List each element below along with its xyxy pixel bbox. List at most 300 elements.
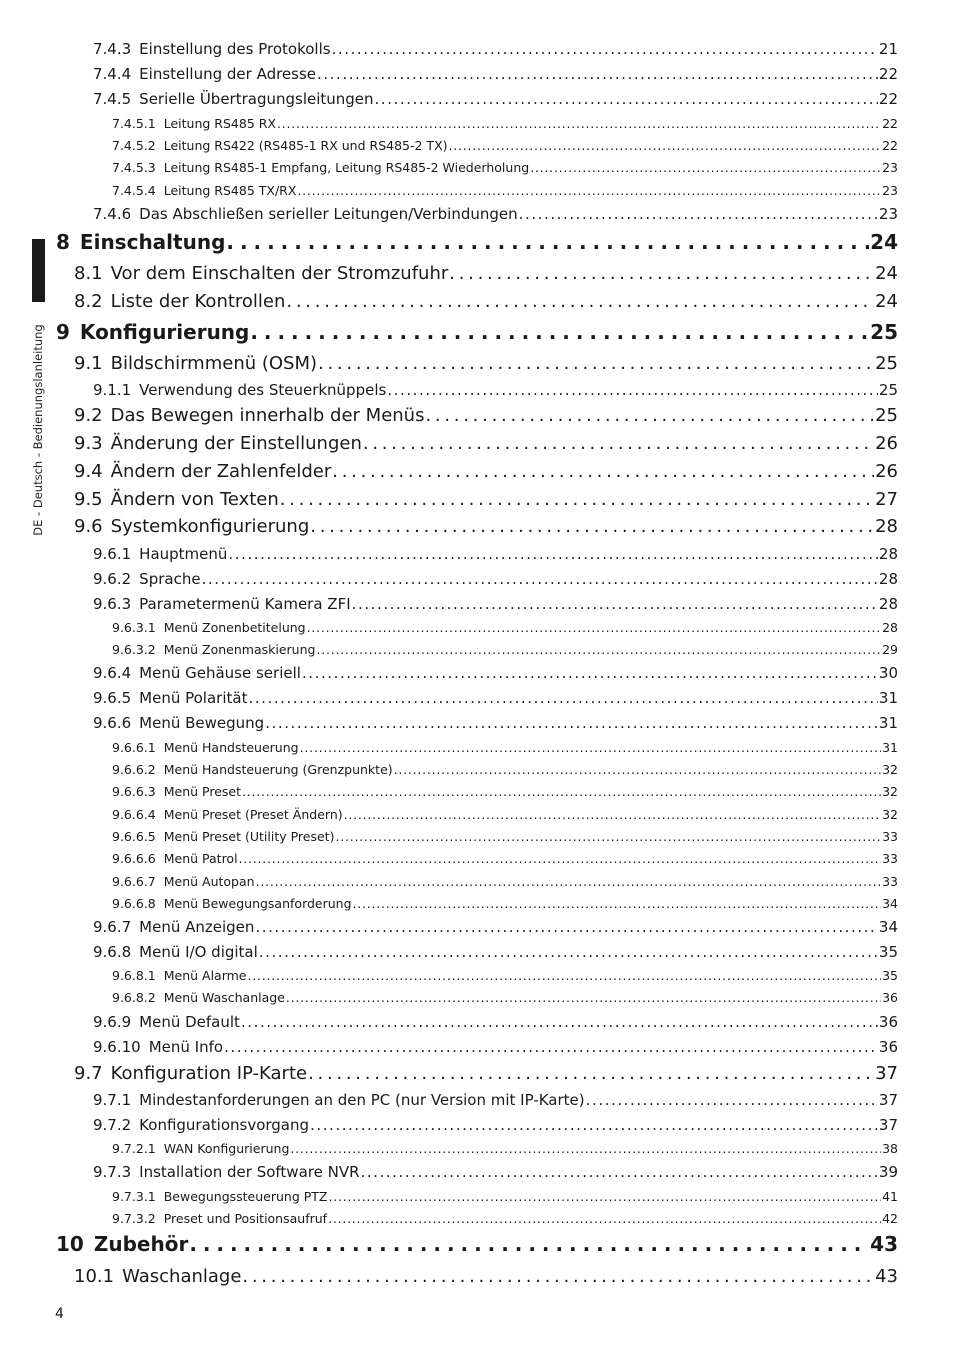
toc-entry-number: 9.4 <box>74 460 103 482</box>
dot-leader <box>248 968 882 983</box>
toc-entry-number: 9.6 <box>74 515 103 537</box>
toc-entry-title: Systemkonfigurierung <box>110 515 310 537</box>
toc-entry-number: 9.7 <box>74 1062 103 1084</box>
toc-entry-label <box>93 689 247 707</box>
dot-leader <box>316 642 881 657</box>
toc-entry-page: 21 <box>878 40 898 58</box>
dot-leader <box>297 183 881 198</box>
dot-leader <box>224 1038 878 1056</box>
toc-entry[interactable] <box>93 1091 898 1109</box>
toc-entry-label <box>93 1013 240 1031</box>
dot-leader <box>335 829 881 844</box>
toc-entry[interactable] <box>74 353 898 374</box>
toc-entry[interactable] <box>112 896 898 911</box>
toc-entry-number: 9.6.1 <box>93 545 132 563</box>
toc-entry-label <box>112 990 285 1005</box>
toc-entry-number: 9.6.6.1 <box>112 740 156 755</box>
toc-entry-label <box>56 230 225 254</box>
toc-entry-label <box>112 829 334 844</box>
toc-entry-title: Einschaltung <box>79 230 226 254</box>
toc-entry-number: 9.6.3 <box>93 595 132 613</box>
toc-entry-page: 36 <box>878 1013 898 1031</box>
dot-leader <box>248 689 877 707</box>
dot-leader <box>332 40 878 58</box>
dot-leader <box>318 353 874 374</box>
toc-entry-title: Das Abschließen serieller Leitungen/Verbindungen <box>139 205 518 223</box>
toc-entry-number: 7.4.5.1 <box>112 116 156 131</box>
toc-entry-number: 7.4.5 <box>93 90 132 108</box>
toc-entry-number: 7.4.3 <box>93 40 132 58</box>
toc-entry-label <box>74 1266 241 1287</box>
toc-entry-number: 9.5 <box>74 488 103 510</box>
toc-entry-number: 9.7.3.2 <box>112 1211 156 1226</box>
toc-entry-number: 9.6.3.1 <box>112 620 156 635</box>
toc-entry[interactable] <box>112 874 898 889</box>
toc-entry[interactable] <box>93 65 898 83</box>
toc-entry-label <box>74 291 285 312</box>
toc-entry-number: 7.4.4 <box>93 65 132 83</box>
toc-entry[interactable] <box>93 918 898 936</box>
toc-entry[interactable] <box>93 90 898 108</box>
toc-entry-label <box>93 381 386 399</box>
toc-entry[interactable] <box>112 160 898 175</box>
toc-entry-page: 24 <box>875 262 898 284</box>
toc-entry-page: 33 <box>882 874 898 889</box>
toc-entry-title: Menü Info <box>148 1038 224 1056</box>
toc-entry[interactable] <box>93 381 898 399</box>
dot-leader <box>310 1116 878 1134</box>
toc-entry-page: 29 <box>882 642 898 657</box>
toc-entry[interactable] <box>74 291 898 312</box>
dot-leader <box>586 1091 878 1109</box>
toc-entry-label <box>74 1063 307 1084</box>
toc-entry-title: Menü Polarität <box>139 689 248 707</box>
toc-entry[interactable] <box>112 1211 898 1226</box>
toc-entry-number: 7.4.5.3 <box>112 160 156 175</box>
toc-entry[interactable] <box>112 642 898 657</box>
toc-entry-label <box>93 664 301 682</box>
toc-entry-number: 10 <box>56 1232 84 1256</box>
toc-entry-page: 30 <box>878 664 898 682</box>
toc-entry-number: 9.1 <box>74 352 103 374</box>
toc-entry-title: Ändern von Texten <box>110 488 279 510</box>
toc-entry-number: 9.7.3 <box>93 1163 132 1181</box>
toc-entry-number: 9.6.5 <box>93 689 132 707</box>
toc-entry[interactable] <box>112 784 898 799</box>
toc-entry-label <box>74 263 448 284</box>
toc-entry-page: 28 <box>878 570 898 588</box>
toc-entry-number: 9.6.6.8 <box>112 896 156 911</box>
toc-entry-label <box>93 1163 360 1181</box>
toc-entry-page: 31 <box>878 714 898 732</box>
toc-entry-title: Menü Gehäuse seriell <box>139 664 301 682</box>
toc-entry-title: Änderung der Einstellungen <box>110 432 362 454</box>
toc-entry-label <box>93 90 374 108</box>
toc-entry-title: Leitung RS485 RX <box>163 116 276 131</box>
toc-entry[interactable] <box>93 664 898 682</box>
toc-entry[interactable] <box>93 689 898 707</box>
toc-entry[interactable] <box>93 714 898 732</box>
toc-entry-page: 23 <box>882 183 898 198</box>
dot-leader <box>255 918 877 936</box>
toc-entry-page: 32 <box>882 807 898 822</box>
dot-leader <box>286 990 881 1005</box>
toc-entry-number: 9.6.6.5 <box>112 829 156 844</box>
dot-leader <box>352 595 878 613</box>
dot-leader <box>361 1163 878 1181</box>
toc-entry-number: 8.2 <box>74 290 103 312</box>
toc-entry-number: 7.4.6 <box>93 205 132 223</box>
toc-entry-title: Leitung RS485-1 Empfang, Leitung RS485-2 Wiederholung <box>163 160 530 175</box>
toc-entry[interactable] <box>112 116 898 131</box>
toc-entry-label <box>93 714 264 732</box>
toc-entry-number: 9.6.10 <box>93 1038 141 1056</box>
toc-entry-title: Menü Bewegungsanforderung <box>163 896 352 911</box>
toc-entry[interactable] <box>93 545 898 563</box>
toc-entry-page: 34 <box>882 896 898 911</box>
dot-leader <box>375 90 878 108</box>
dot-leader <box>302 664 878 682</box>
toc-entry-number: 9 <box>56 320 70 344</box>
dot-leader <box>250 320 869 344</box>
toc-entry-title: Hauptmenü <box>139 545 228 563</box>
toc-entry-title: Menü Patrol <box>163 851 238 866</box>
toc-entry[interactable] <box>93 1038 898 1056</box>
toc-entry-label <box>112 968 247 983</box>
toc-entry-page: 31 <box>878 689 898 707</box>
dot-leader <box>241 1013 878 1031</box>
toc-entry-title: Parametermenü Kamera ZFI <box>139 595 351 613</box>
toc-entry-page: 33 <box>882 829 898 844</box>
toc-entry-title: Menü Bewegung <box>139 714 265 732</box>
toc-entry-title: Leitung RS422 (RS485-1 RX und RS485-2 TX) <box>163 138 448 153</box>
toc-entry[interactable] <box>112 968 898 983</box>
toc-entry-label <box>112 138 448 153</box>
toc-entry-title: Menü Handsteuerung <box>163 740 299 755</box>
toc-entry-number: 9.6.6.6 <box>112 851 156 866</box>
toc-entry[interactable] <box>112 1189 898 1204</box>
page-number: 4 <box>55 1306 64 1322</box>
toc-entry-title: Menü Default <box>139 1013 240 1031</box>
dot-leader <box>239 851 882 866</box>
toc-entry-title: Menü Zonenmaskierung <box>163 642 316 657</box>
toc-entry-number: 7.4.5.4 <box>112 183 156 198</box>
toc-entry-title: Preset und Positionsaufruf <box>163 1211 328 1226</box>
toc-entry-page: 38 <box>882 1141 898 1156</box>
toc-entry-title: Bewegungssteuerung PTZ <box>163 1189 328 1204</box>
toc-entry-page: 36 <box>882 990 898 1005</box>
toc-entry-label <box>112 1189 328 1204</box>
toc-entry-label <box>93 1116 309 1134</box>
toc-entry[interactable] <box>112 829 898 844</box>
toc-entry-label <box>74 461 331 482</box>
toc-entry-page: 36 <box>878 1038 898 1056</box>
toc-entry[interactable] <box>74 263 898 284</box>
toc-entry-title: Konfigurationsvorgang <box>139 1116 310 1134</box>
toc-entry-number: 9.7.2 <box>93 1116 132 1134</box>
toc-entry-label <box>93 570 201 588</box>
dot-leader <box>328 1211 881 1226</box>
dot-leader <box>259 943 878 961</box>
dot-leader <box>344 807 881 822</box>
toc-entry-number: 9.7.2.1 <box>112 1141 156 1156</box>
toc-entry-page: 26 <box>875 460 898 482</box>
toc-entry-title: Menü Zonenbetitelung <box>163 620 306 635</box>
toc-entry-page: 37 <box>878 1091 898 1109</box>
toc-entry-page: 39 <box>878 1163 898 1181</box>
toc-entry-page: 37 <box>878 1116 898 1134</box>
dot-leader <box>286 291 874 312</box>
toc-entry[interactable] <box>74 405 898 426</box>
toc-entry-label <box>74 405 424 426</box>
toc-entry-title: Bildschirmmenü (OSM) <box>110 352 318 374</box>
toc-entry-label <box>112 642 315 657</box>
dot-leader <box>290 1141 881 1156</box>
toc-entry-number: 7.4.5.2 <box>112 138 156 153</box>
toc-entry-title: Konfiguration IP-Karte <box>110 1062 308 1084</box>
dot-leader <box>308 1063 874 1084</box>
dot-leader <box>242 784 881 799</box>
toc-entry-title: Zubehör <box>93 1232 189 1256</box>
toc-entry-title: Menü Anzeigen <box>139 918 255 936</box>
toc-entry-label <box>93 595 351 613</box>
toc-entry-page: 43 <box>875 1265 898 1287</box>
toc-entry-title: Leitung RS485 TX/RX <box>163 183 297 198</box>
toc-entry-label <box>74 353 317 374</box>
toc-entry-label <box>112 183 296 198</box>
toc-entry-title: Waschanlage <box>122 1265 242 1287</box>
dot-leader <box>202 570 878 588</box>
toc-entry-label <box>112 762 393 777</box>
toc-entry-number: 9.6.2 <box>93 570 132 588</box>
dot-leader <box>449 263 874 284</box>
toc-entry-title: Menü Waschanlage <box>163 990 285 1005</box>
toc-entry-number: 9.6.6.2 <box>112 762 156 777</box>
toc-entry-number: 10.1 <box>74 1265 115 1287</box>
toc-entry-page: 32 <box>882 762 898 777</box>
toc-entry-page: 25 <box>878 381 898 399</box>
toc-entry-label <box>112 874 255 889</box>
toc-entry[interactable] <box>93 40 898 58</box>
toc-entry-page: 22 <box>878 90 898 108</box>
toc-entry-label <box>56 320 249 344</box>
toc-entry-page: 27 <box>875 488 898 510</box>
toc-entry[interactable] <box>112 183 898 198</box>
toc-entry-page: 22 <box>878 65 898 83</box>
toc-entry-title: Konfigurierung <box>79 320 250 344</box>
toc-entry-title: Einstellung des Protokolls <box>139 40 331 58</box>
dot-leader <box>256 874 882 889</box>
toc-entry-page: 41 <box>882 1189 898 1204</box>
toc-entry-label <box>74 489 279 510</box>
toc-entry-page: 24 <box>870 230 898 254</box>
toc-entry[interactable] <box>56 1232 898 1256</box>
dot-leader <box>387 381 878 399</box>
toc-entry-title: Menü Autopan <box>163 874 255 889</box>
dot-leader <box>394 762 881 777</box>
toc-entry-label <box>93 205 518 223</box>
toc-entry[interactable] <box>93 1116 898 1134</box>
toc-entry-label <box>112 1141 289 1156</box>
toc-entry-page: 28 <box>878 595 898 613</box>
toc-entry-page: 34 <box>878 918 898 936</box>
toc-entry-title: Ändern der Zahlenfelder <box>110 460 332 482</box>
toc-entry-number: 9.7.3.1 <box>112 1189 156 1204</box>
toc-entry[interactable] <box>93 1013 898 1031</box>
toc-entry[interactable] <box>74 433 898 454</box>
dot-leader <box>265 714 878 732</box>
toc-entry-label <box>112 807 343 822</box>
toc-entry-number: 9.2 <box>74 404 103 426</box>
dot-leader <box>329 1189 882 1204</box>
toc-entry-number: 9.3 <box>74 432 103 454</box>
dot-leader <box>519 205 878 223</box>
dot-leader <box>226 230 869 254</box>
dot-leader <box>317 65 878 83</box>
toc-entry-label <box>93 65 316 83</box>
toc-entry[interactable] <box>112 990 898 1005</box>
toc-entry-page: 35 <box>878 943 898 961</box>
toc-entry-page: 35 <box>882 968 898 983</box>
dot-leader <box>425 405 874 426</box>
dot-leader <box>280 489 874 510</box>
toc-entry[interactable] <box>112 807 898 822</box>
toc-entry-label <box>93 1038 223 1056</box>
toc-entry-number: 9.1.1 <box>93 381 132 399</box>
toc-entry-title: Menü Alarme <box>163 968 247 983</box>
dot-leader <box>363 433 874 454</box>
toc-entry-page: 25 <box>870 320 898 344</box>
toc-entry-title: Menü Preset <box>163 784 242 799</box>
toc-entry[interactable] <box>112 762 898 777</box>
toc-entry-label <box>112 784 241 799</box>
toc-entry-label <box>93 918 254 936</box>
toc-entry-title: Menü Preset (Utility Preset) <box>163 829 335 844</box>
toc-entry-number: 9.6.6.3 <box>112 784 156 799</box>
dot-leader <box>449 138 882 153</box>
dot-leader <box>307 620 881 635</box>
toc-entry-label <box>112 620 306 635</box>
toc-entry-label <box>93 545 227 563</box>
toc-entry-page: 22 <box>882 138 898 153</box>
toc-entry[interactable] <box>74 489 898 510</box>
toc-entry-label <box>112 1211 327 1226</box>
toc-entry-number: 9.6.4 <box>93 664 132 682</box>
toc-entry[interactable] <box>112 1141 898 1156</box>
toc-entry-label <box>74 516 309 537</box>
toc-entry-page: 23 <box>878 205 898 223</box>
toc-entry-title: Serielle Übertragungsleitungen <box>139 90 374 108</box>
toc-entry-label <box>112 896 352 911</box>
toc-entry-title: Einstellung der Adresse <box>139 65 317 83</box>
dot-leader <box>277 116 881 131</box>
toc-entry-title: Vor dem Einschalten der Stromzufuhr <box>110 262 449 284</box>
toc-entry-title: Verwendung des Steuerknüppels <box>139 381 387 399</box>
toc-entry-number: 9.6.6.4 <box>112 807 156 822</box>
toc-entry-label <box>93 40 331 58</box>
toc-entry-title: Mindestanforderungen an den PC (nur Version mit IP-Karte) <box>139 1091 585 1109</box>
toc-entry-page: 23 <box>882 160 898 175</box>
toc-entry-label <box>93 943 258 961</box>
toc-entry[interactable] <box>56 230 898 254</box>
sidebar-language-label: DE - Deutsch - Bedienungslanleitung <box>31 324 45 536</box>
toc-entry-page: 31 <box>882 740 898 755</box>
toc-entry-page: 33 <box>882 851 898 866</box>
toc-entry[interactable] <box>93 943 898 961</box>
toc-entry-page: 28 <box>878 545 898 563</box>
toc-entry-number: 9.7.1 <box>93 1091 132 1109</box>
toc-entry-title: WAN Konfigurierung <box>163 1141 290 1156</box>
toc-entry-page: 25 <box>875 404 898 426</box>
toc-entry-page: 22 <box>882 116 898 131</box>
toc-entry-number: 8 <box>56 230 70 254</box>
toc-entry[interactable] <box>112 138 898 153</box>
toc-entry-number: 9.6.8.2 <box>112 990 156 1005</box>
toc-entry-page: 28 <box>875 515 898 537</box>
dot-leader <box>242 1266 874 1287</box>
toc-entry-number: 9.6.8 <box>93 943 132 961</box>
toc-entry-label <box>112 116 276 131</box>
toc-entry[interactable] <box>93 205 898 223</box>
dot-leader <box>189 1232 869 1256</box>
toc-entry-label <box>56 1232 188 1256</box>
toc-entry-page: 26 <box>875 432 898 454</box>
toc-entry-title: Sprache <box>139 570 201 588</box>
toc-entry-page: 25 <box>875 352 898 374</box>
toc-entry[interactable] <box>74 1266 898 1287</box>
toc-entry-title: Menü Preset (Preset Ändern) <box>163 807 343 822</box>
toc-entry-number: 9.6.8.1 <box>112 968 156 983</box>
toc-entry-number: 9.6.9 <box>93 1013 132 1031</box>
toc-entry-label <box>93 1091 585 1109</box>
toc-entry[interactable] <box>112 740 898 755</box>
toc-entry[interactable] <box>93 595 898 613</box>
toc-entry-title: Das Bewegen innerhalb der Menüs <box>110 404 425 426</box>
toc-entry[interactable] <box>74 461 898 482</box>
toc-entry-page: 42 <box>882 1211 898 1226</box>
toc-entry[interactable] <box>112 620 898 635</box>
toc-entry-title: Installation der Software NVR <box>139 1163 360 1181</box>
toc-entry[interactable] <box>74 516 898 537</box>
dot-leader <box>332 461 874 482</box>
toc-entry-number: 8.1 <box>74 262 103 284</box>
toc-entry-page: 24 <box>875 290 898 312</box>
toc-entry-label <box>74 433 362 454</box>
dot-leader <box>353 896 882 911</box>
toc-entry-title: Liste der Kontrollen <box>110 290 286 312</box>
dot-leader <box>228 545 877 563</box>
toc-entry-label <box>112 160 529 175</box>
toc-entry-number: 9.6.6 <box>93 714 132 732</box>
toc-entry[interactable] <box>74 1063 898 1084</box>
toc-entry-page: 43 <box>870 1232 898 1256</box>
toc-entry-label <box>112 851 238 866</box>
toc-entry-title: Menü I/O digital <box>139 943 258 961</box>
dot-leader <box>530 160 881 175</box>
dot-leader <box>310 516 874 537</box>
toc-entry-number: 9.6.6.7 <box>112 874 156 889</box>
toc-entry-page: 37 <box>875 1062 898 1084</box>
toc-entry-page: 28 <box>882 620 898 635</box>
toc-entry[interactable] <box>93 570 898 588</box>
dot-leader <box>300 740 882 755</box>
toc-entry-label <box>112 740 299 755</box>
toc-entry[interactable] <box>93 1163 898 1181</box>
toc-entry[interactable] <box>56 320 898 344</box>
toc-entry[interactable] <box>112 851 898 866</box>
toc-entry-number: 9.6.3.2 <box>112 642 156 657</box>
toc-entry-title: Menü Handsteuerung (Grenzpunkte) <box>163 762 393 777</box>
